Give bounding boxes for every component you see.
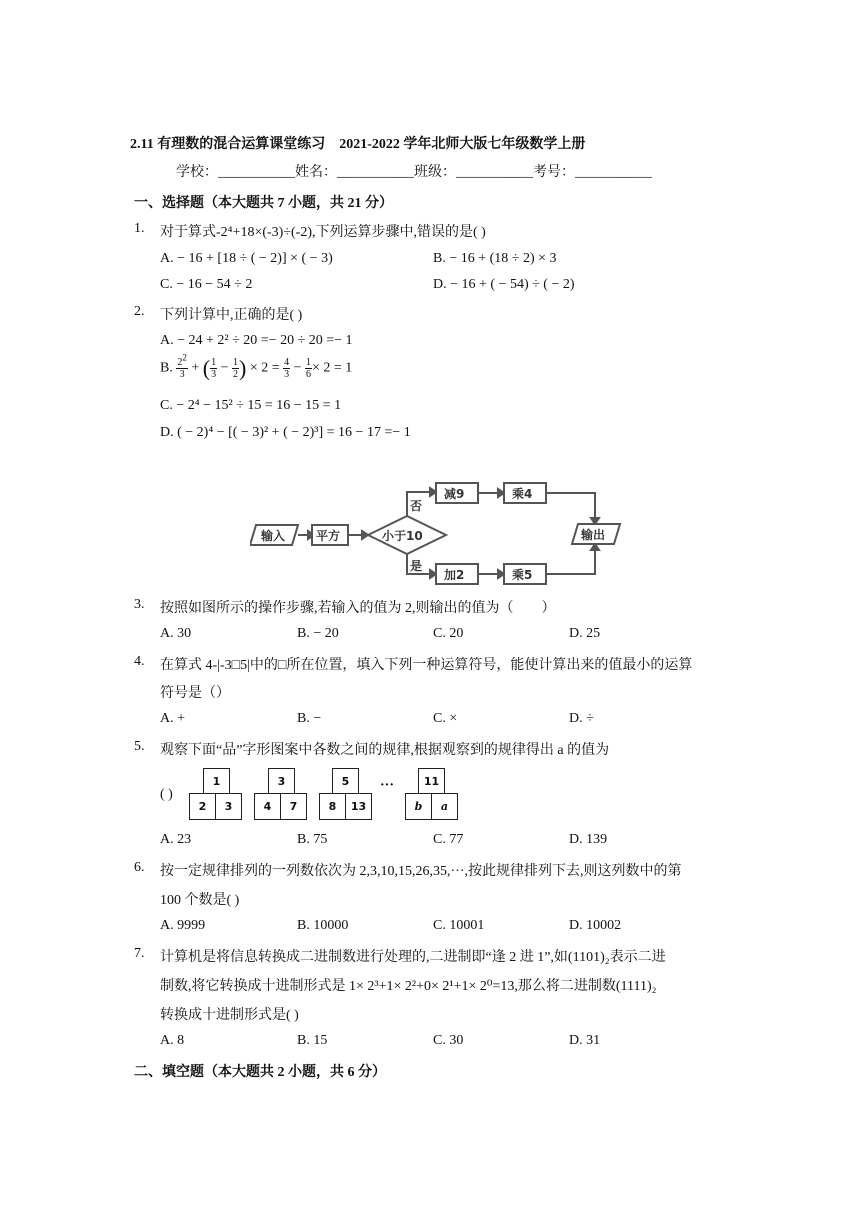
section-heading-fill: 二、填空题（本大题共 2 小题，共 6 分）	[134, 1065, 386, 1080]
question-stem-cont: 符号是（）	[160, 686, 230, 701]
pattern-left-cell: b	[405, 793, 432, 820]
question-stem: 下列计算中,正确的是( )	[160, 308, 303, 323]
option-d: D. ÷	[569, 711, 594, 726]
flow-label-times5: 乘5	[512, 568, 533, 582]
option-d: D. 25	[569, 626, 601, 641]
option-a: A. 8	[160, 1033, 185, 1048]
pattern-right-cell: 3	[215, 793, 242, 820]
option-b: B. 75	[297, 832, 328, 847]
question-stem-cont: 100 个数是( )	[160, 893, 240, 908]
pattern-left-cell: 4	[254, 793, 281, 820]
pattern-left-cell: 8	[319, 793, 346, 820]
question-number: 3.	[134, 597, 145, 612]
option-b: B. − 20	[297, 626, 339, 641]
option-c: C. 20	[433, 626, 464, 641]
option-a: A. − 24 + 2² ÷ 20 =− 20 ÷ 20 =− 1	[160, 333, 353, 348]
flow-label-plus2: 加2	[444, 568, 465, 582]
flow-label-no: 否	[410, 499, 423, 513]
question-number: 2.	[134, 304, 145, 319]
option-d: D. 139	[569, 832, 608, 847]
pattern-top-cell: 3	[268, 768, 295, 794]
fraction: $\frac{1}{3}$	[211, 357, 217, 380]
flow-label-input: 输入	[261, 529, 286, 543]
fraction: $\frac{1}{6}$	[306, 357, 312, 380]
pattern-right-cell: 13	[345, 793, 372, 820]
option-d: D. − 16 + ( − 54) ÷ ( − 2)	[433, 277, 575, 292]
option-d: D. 10002	[569, 918, 622, 933]
pattern-top-cell: 5	[332, 768, 359, 794]
student-info-line: 学校：___________姓名：___________班级：___________考号：___________	[176, 165, 652, 180]
fraction: $\frac{2^2}{3}$	[177, 352, 187, 380]
flow-label-output: 输出	[581, 528, 606, 542]
option-a: A. 23	[160, 832, 192, 847]
flowchart-diagram	[250, 482, 630, 592]
question-stem: 对于算式-2⁴+18×(-3)÷(-2),下列运算步骤中,错误的是( )	[160, 225, 486, 240]
pattern-left-cell: 2	[189, 793, 216, 820]
option-b: B. 15	[297, 1033, 328, 1048]
fraction: $\frac{4}{3}$	[284, 357, 290, 380]
option-a: A. − 16 + [18 ÷ ( − 2)] × ( − 3)	[160, 251, 333, 266]
option-d: D. ( − 2)⁴ − [( − 3)² + ( − 2)³] = 16 − 17 =− 1	[160, 425, 411, 440]
question-number: 4.	[134, 654, 145, 669]
flow-label-yes: 是	[410, 559, 423, 573]
answer-paren: ( )	[160, 787, 173, 802]
option-c: C. − 16 − 54 ÷ 2	[160, 277, 253, 292]
option-d: D. 31	[569, 1033, 601, 1048]
question-stem: 观察下面“品”字形图案中各数之间的规律,根据观察到的规律得出 a 的值为	[160, 743, 610, 758]
option-c: C. 30	[433, 1033, 464, 1048]
flow-label-square: 平方	[316, 529, 341, 543]
pattern-ellipsis: ···	[380, 778, 395, 793]
option-a: A. 30	[160, 626, 192, 641]
option-b: B. −	[297, 711, 322, 726]
option-c: C. − 2⁴ − 15² ÷ 15 = 16 − 15 = 1	[160, 398, 342, 413]
question-stem-cont: 转换成十进制形式是( )	[160, 1008, 299, 1023]
page-title: 2.11 有理数的混合运算课堂练习 2021-2022 学年北师大版七年级数学上册	[130, 137, 586, 152]
section-heading-choice: 一、选择题（本大题共 7 小题，共 21 分）	[134, 196, 393, 211]
option-b: B. $\frac{2^2}{3}$ + ( $\frac{1}{3}$ − $\frac{1}{2}$ ) × 2 = $\frac{4}{3}$ − $\frac{1}{6}$ × 2 = 1	[160, 352, 353, 381]
question-stem: 按一定规律排列的一列数依次为 2,3,10,15,26,35,···,按此规律排列下去,则这列数中的第	[160, 864, 682, 879]
pattern-right-cell: 7	[280, 793, 307, 820]
pattern-top-cell: 11	[418, 768, 445, 794]
pattern-right-cell: a	[431, 793, 458, 820]
question-number: 7.	[134, 946, 145, 961]
question-number: 1.	[134, 221, 145, 236]
question-number: 6.	[134, 860, 145, 875]
option-c: C. ×	[433, 711, 458, 726]
question-stem: 在算式 4-|-3□5|中的□所在位置，填入下列一种运算符号，能使计算出来的值最小的运算	[160, 658, 693, 673]
fraction: $\frac{1}{2}$	[232, 357, 238, 380]
flow-label-minus9: 减9	[444, 487, 465, 501]
flow-label-times4: 乘4	[512, 487, 533, 501]
option-b: B. − 16 + (18 ÷ 2) × 3	[433, 251, 557, 266]
option-c: C. 10001	[433, 918, 485, 933]
option-a: A. 9999	[160, 918, 206, 933]
option-a: A. +	[160, 711, 186, 726]
question-stem: 计算机是将信息转换成二进制数进行处理的,二进制即“逢 2 进 1”,如(1101)₂表示二进	[160, 950, 666, 965]
question-number: 5.	[134, 739, 145, 754]
flow-label-condition: 小于10	[382, 529, 423, 543]
pattern-top-cell: 1	[203, 768, 230, 794]
option-c: C. 77	[433, 832, 464, 847]
option-b: B. 10000	[297, 918, 349, 933]
question-stem: 按照如图所示的操作步骤,若输入的值为 2,则输出的值为（ ）	[160, 601, 556, 616]
question-stem-cont: 制数,将它转换成十进制形式是 1× 2³+1× 2²+0× 2¹+1× 2⁰=13,那么将二进制数(1111)₂	[160, 979, 657, 994]
